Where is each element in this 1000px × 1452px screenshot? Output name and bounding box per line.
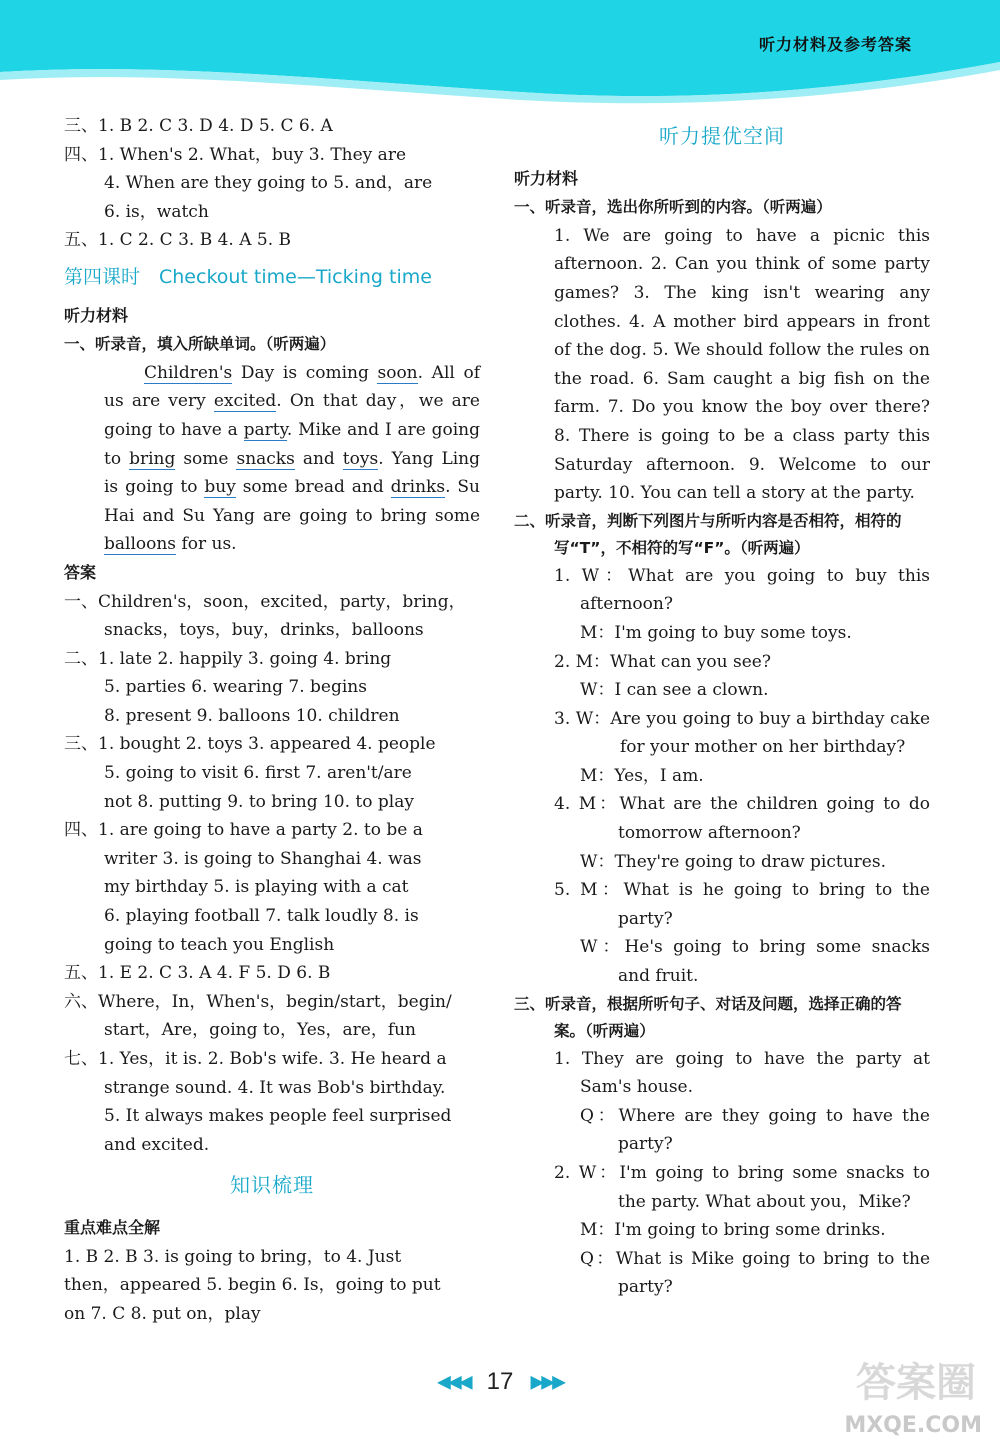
dialogue-line: W：They're going to draw pictures. xyxy=(580,851,886,872)
answer-line: 二、1. late 2. happily 3. going 4. bring xyxy=(64,648,392,669)
dialogue-line: M：I'm going to buy some toys. xyxy=(580,622,852,643)
answer-line: going to teach you English xyxy=(104,934,335,955)
header-title: 听力材料及参考答案 xyxy=(758,35,912,54)
question-title: 一、听录音，填入所缺单词。（听两遍） xyxy=(64,335,336,354)
dialogue-line: 3. W：Are you going to buy a birthday cake for your mother on her birthday? xyxy=(554,708,930,758)
dialogue-line: 2. M：What can you see? xyxy=(554,651,771,672)
knowledge-title: 知识梳理 xyxy=(230,1173,314,1198)
listening-text: 1. We are going to have a picnic this afternoon. 2. Can you think of some party games? 3. The king isn't wearing any clothes. 4. A mother bird appears in front of the dog. 5. We should follow the rules on the road. 6. Sam caught a big fish on the farm. 7. Do you know the boy over there? 8. There is going to be a class party this Saturday afternoon. 9. Welcome to our party. 10. You can tell a story at the party. xyxy=(554,225,930,504)
answer-line: then，appeared 5. begin 6. Is，going to put xyxy=(64,1275,441,1296)
page-number: 17 xyxy=(486,1368,514,1395)
answer-word: toys xyxy=(342,448,379,469)
answer-word: soon xyxy=(377,362,418,383)
section-title: 第四课时 Checkout time—Ticking time xyxy=(64,265,432,288)
watermark-site: MXQE.COM xyxy=(844,1413,982,1438)
answer-line: 6. is，watch xyxy=(104,201,209,222)
watermark-logo: 答案圈 xyxy=(856,1360,976,1406)
answer-line: 1. B 2. B 3. is going to bring，to 4. Just xyxy=(64,1246,402,1267)
answer-line: on 7. C 8. put on，play xyxy=(64,1303,261,1324)
dialogue-line: Q：Where are they going to have the party? xyxy=(580,1105,930,1155)
dialogue-line: 1. W：What are you going to buy this afternoon? xyxy=(554,565,930,615)
answers-label: 答案 xyxy=(64,562,97,582)
dialogue-line: W：He's going to bring some snacks and fruit. xyxy=(580,937,930,987)
dialogue-line: 5. M：What is he going to bring to the party? xyxy=(554,880,930,929)
answer-line: 6. playing football 7. talk loudly 8. is xyxy=(104,906,419,927)
answer-line: 一、Children's，soon，excited，party，bring， xyxy=(64,591,466,612)
right-column xyxy=(514,118,930,1302)
dialogue-line: M：Yes，I am. xyxy=(580,765,704,786)
answer-line: start，Are，going to，Yes，are，fun xyxy=(104,1020,417,1041)
dialogue-line: Q：What is Mike going to bring to the party? xyxy=(580,1248,930,1298)
answer-line: 5. going to visit 6. first 7. aren't/are xyxy=(104,763,412,784)
dialogue-line: 4. M：What are the children going to do tomorrow afternoon? xyxy=(554,794,930,844)
answer-word: balloons xyxy=(104,534,177,555)
answer-line: 五、1. C 2. C 3. B 4. A 5. B xyxy=(64,230,292,251)
dialogue-line: W：I can see a clown. xyxy=(580,680,769,701)
header-wave-banner xyxy=(0,0,1000,110)
dialogue-line: 2. W：I'm going to bring some snacks to the party. What about you，Mike? xyxy=(554,1163,930,1212)
answer-line: writer 3. is going to Shanghai 4. was xyxy=(104,848,422,869)
answer-word: bring xyxy=(129,448,176,469)
left-arrows-icon: ◀◀◀ xyxy=(437,1371,470,1393)
answer-line: strange sound. 4. It was Bob's birthday. xyxy=(104,1077,446,1098)
right-arrows-icon: ▶▶▶ xyxy=(530,1371,563,1393)
answer-line: 5. parties 6. wearing 7. begins xyxy=(104,677,367,698)
page-footer xyxy=(0,1368,1000,1408)
right-section-title: 听力提优空间 xyxy=(659,124,785,148)
answer-word: Children's xyxy=(144,362,233,383)
fill-in-passage: Children's Day is coming soon. All of us are very excited. On that day，we are going to have a party. Mike and I are going to bring some snacks and toys. Yang Ling is going to buy some bread and drinks. Su Hai and Su Yang are going to bring some balloons for us. xyxy=(104,362,480,555)
answer-line: 三、1. B 2. C 3. D 4. D 5. C 6. A xyxy=(64,116,333,136)
answer-line: 七、1. Yes，it is. 2. Bob's wife. 3. He heard a xyxy=(64,1049,447,1069)
dialogue-line: 1. They are going to have the party at Sam's house. xyxy=(554,1048,930,1098)
answer-line: 四、1. When's 2. What，buy 3. They are xyxy=(64,144,407,165)
answer-line: my birthday 5. is playing with a cat xyxy=(104,877,409,898)
answer-line: 8. present 9. balloons 10. children xyxy=(104,705,400,726)
answer-line: 四、1. are going to have a party 2. to be a xyxy=(64,820,423,841)
question-title: 三、听录音，根据所听句子、对话及问题，选择正确的答案。（听两遍） xyxy=(514,994,902,1040)
answer-line: 六、Where，In，When's，begin/start，begin/ xyxy=(64,991,452,1012)
dialogue-line: M：I'm going to bring some drinks. xyxy=(580,1220,886,1241)
answer-word: excited xyxy=(213,391,277,412)
answer-line: and excited. xyxy=(104,1134,210,1155)
answer-line: 五、1. E 2. C 3. A 4. F 5. D 6. B xyxy=(64,963,331,984)
answer-word: buy xyxy=(204,477,236,498)
answer-line: 4. When are they going to 5. and，are xyxy=(104,173,433,194)
listening-material-label: 听力材料 xyxy=(514,168,579,188)
answer-word: party xyxy=(243,419,287,440)
page-header xyxy=(0,0,1000,110)
answer-word: drinks xyxy=(390,477,446,498)
answer-line: not 8. putting 9. to bring 10. to play xyxy=(104,791,414,812)
question-title: 一、听录音，选出你所听到的内容。（听两遍） xyxy=(514,198,832,217)
answer-line: snacks，toys，buy，drinks，balloons xyxy=(104,620,424,641)
answer-word: snacks xyxy=(236,448,295,469)
question-title: 二、听录音，判断下列图片与所听内容是否相符，相符的写“T”，不相符的写“F”。（听两遍） xyxy=(514,511,902,557)
answer-line: 5. It always makes people feel surprised xyxy=(104,1106,452,1127)
answer-line: 三、1. bought 2. toys 3. appeared 4. people xyxy=(64,734,436,755)
key-points-label: 重点难点全解 xyxy=(64,1217,161,1237)
listening-material-label: 听力材料 xyxy=(64,305,129,325)
left-column xyxy=(64,112,480,1328)
